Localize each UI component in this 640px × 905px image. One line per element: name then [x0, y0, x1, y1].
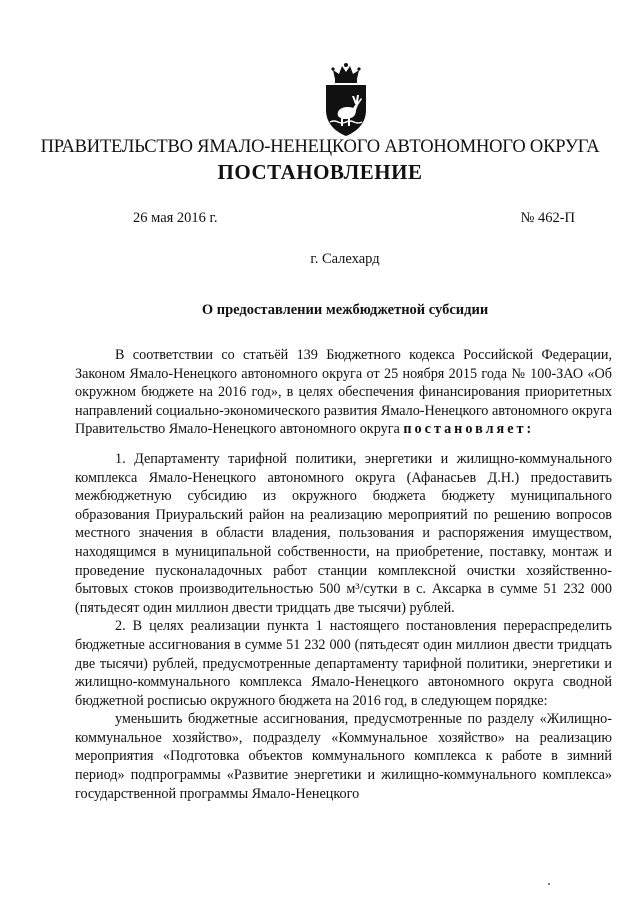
- crown-icon: [331, 63, 360, 83]
- preamble-paragraph: [75, 346, 612, 439]
- document-date: 26 мая 2016 г.: [133, 210, 218, 226]
- paragraph-2: 2. В целях реализации пункта 1 настоящего постановления перераспределить бюджетные ассигнования в сумме 51 232 000 (пятьдесят один миллион двести тридцать две тысячи) рублей, предусмотренные департаменту тарифной политики, энергетики и жилищно-коммунального комплекса Ямало-Ненецкого автономного округа сводной бюджетной росписью окружного бюджета на 2016 год, в следующем порядке:: [75, 618, 612, 709]
- document-city: г. Салехард: [310, 251, 380, 267]
- decree-word: постановляет:: [403, 421, 535, 438]
- paragraph-3: уменьшить бюджетные ассигнования, предусмотренные по разделу «Жилищно-коммунальное хозяйство», подразделу «Коммунальное хозяйство» на реализацию мероприятия «Подготовка объектов коммунального комплекса к работе в зимний период» подпрограммы «Развитие энергетики и жилищно-коммунального комплекса» государственной программы Ямало-Ненецкого: [75, 711, 612, 802]
- document-number: № 462-П: [520, 210, 575, 226]
- paragraph-1: 1. Департаменту тарифной политики, энергетики и жилищно-коммунального комплекса Ямало-Ненецкого автономного округа (Афанасьев Д.Н.) предоставить межбюджетную субсидию из окружного бюджета бюджету муниципального образования Приуральский район на реализацию мероприятий по решению вопросов местного значения в области владения, пользования и распоряжения имуществом, находящимся в муниципальной собственности, на приобретение, поставку, монтаж и проведение пусконаладочных работ станции комплексной очистки хозяйственно-бытовых стоков производительностью 500 м³/сутки в с. Аксарка в сумме 51 232 000 (пятьдесят один миллион двести тридцать две тысячи) рублей.: [75, 450, 612, 616]
- coat-of-arms-emblem: [322, 62, 370, 138]
- government-name: ПРАВИТЕЛЬСТВО ЯМАЛО-НЕНЕЦКОГО АВТОНОМНОГО ОКРУГА: [40, 137, 600, 157]
- scan-speck: [548, 883, 550, 885]
- preamble-text: В соответствии со статьёй 139 Бюджетного кодекса Российской Федерации, Законом Ямало-Ненецкого автономного округа от 25 ноября 2015 года № 100-ЗАО «Об окружном бюджете на 2016 год», в целях обеспечения финансирования приоритетных направлений социально-экономического развития Ямало-Ненецкого автономного округа Правительство Ямало-Ненецкого автономного округа: [75, 347, 612, 438]
- document-subject: О предоставлении межбюджетной субсидии: [201, 302, 489, 318]
- document-body: [75, 346, 612, 803]
- document-type-title: ПОСТАНОВЛЕНИЕ: [217, 160, 423, 184]
